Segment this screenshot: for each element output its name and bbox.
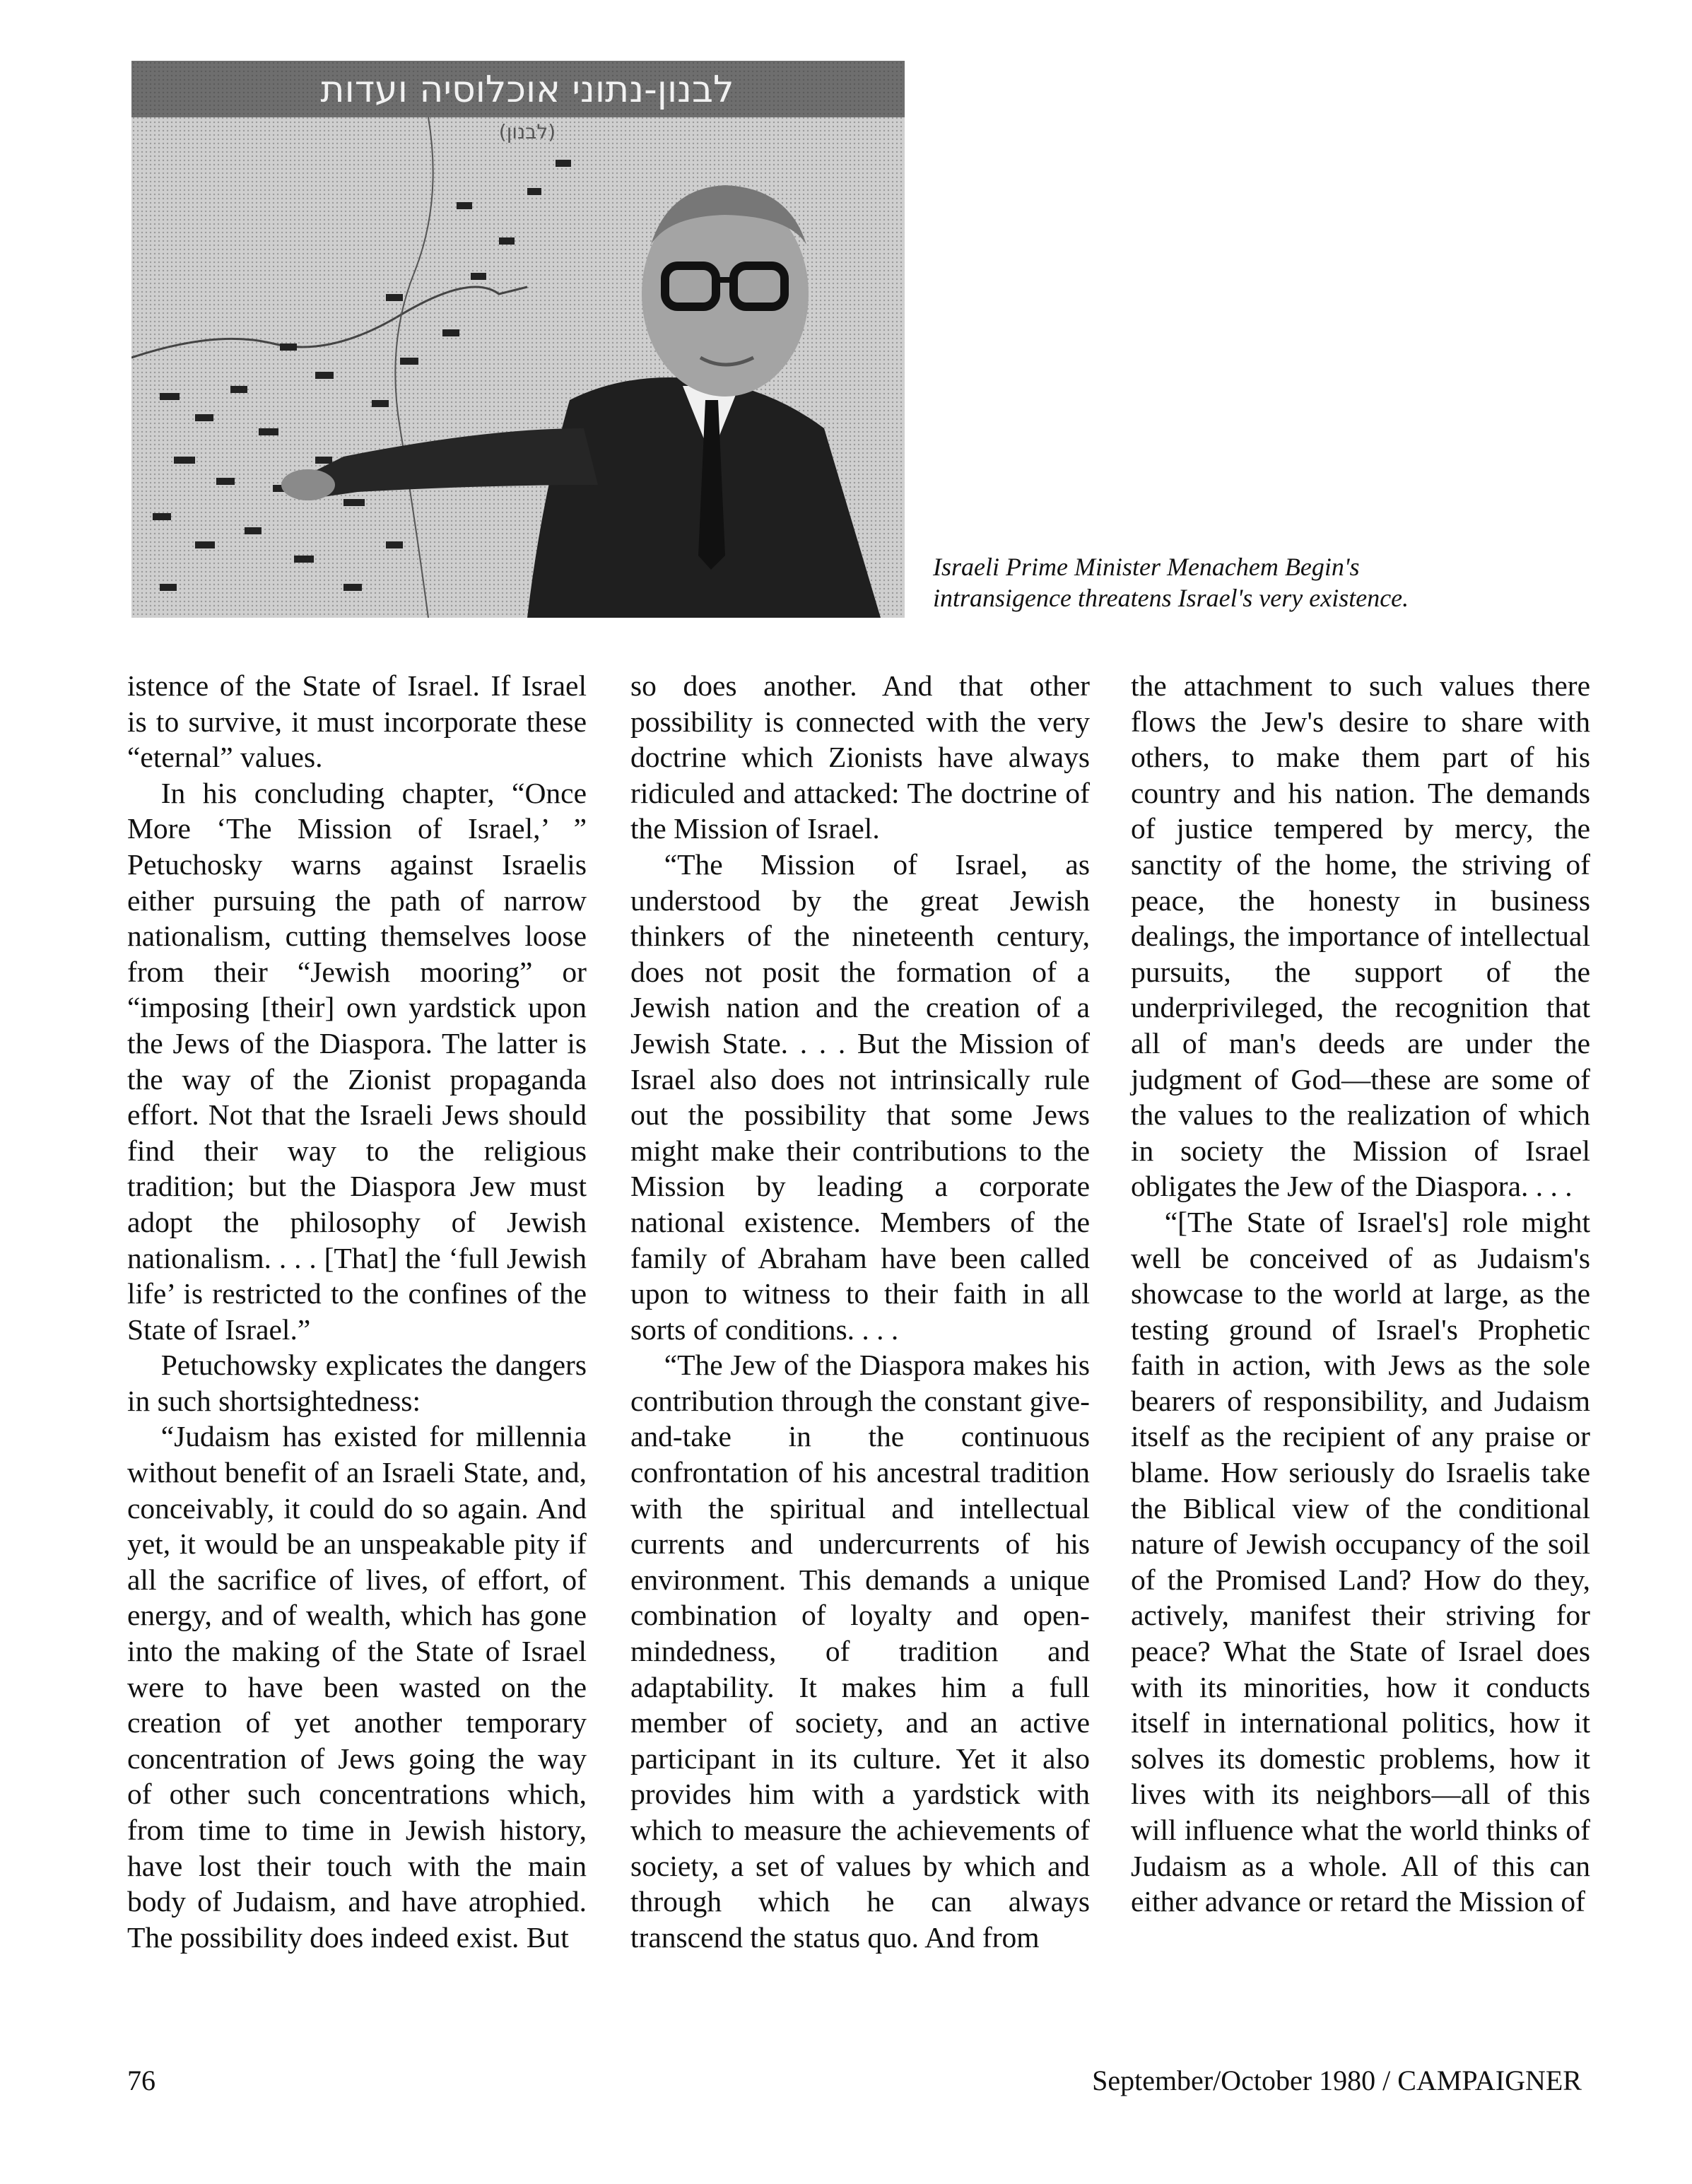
photo-of-man-pointing-at-map-icon — [131, 61, 905, 618]
paragraph: istence of the State of Israel. If Israel is to survive, it must incorporate these “eternal” values. — [127, 669, 587, 774]
text-column-2 — [630, 668, 1090, 1955]
paragraph: “The Jew of the Diaspora makes his contribution through the constant give-and-take in the continuous confrontation of his ancestral tradition with the spiritual and intellectual currents and undercurrents of his environment. This demands a unique combination of loyalty and open-mindedness, of tradition and adaptability. It makes him a full member of society, and an active participant in its culture. Yet it also provides him with a yardstick with which to measure the achievements of society, a set of values by which and through which he can always transcend the status quo. And from — [630, 1349, 1090, 1954]
paragraph: “The Mission of Israel, as understood by the great Jewish thinkers of the nineteenth century, does not posit the formation of a Jewish nation and the creation of a Jewish State. . . . But the Mission of Israel also does not intrinsically rule out the possibility that some Jews might make their contributions to the Mission by leading a corporate national existence. Members of the family of Abraham have been called upon to witness to their faith in all sorts of conditions. . . . — [630, 847, 1090, 1346]
paragraph: “Judaism has existed for millennia without benefit of an Israeli State, and, conceivably, it could do so again. And yet, it would be an unspeakable pity if all the sacrifice of lives, of effort, of energy, and of wealth, which has gone into the making of the State of Israel were to have been wasted on the creation of yet another temporary concentration of Jews going the way of other such concentrations which, from time to time in Jewish history, have lost their touch with the main body of Judaism, and have atrophied. The possibility does indeed exist. But — [127, 1420, 587, 1954]
hebrew-subheading: (לבנון) — [498, 120, 556, 143]
caption-line-2: intransigence threatens Israel's very existence. — [933, 584, 1409, 612]
paragraph: In his concluding chapter, “Once More ‘The Mission of Israel,’ ” Petuchosky warns against Israelis either pursuing the path of narrow nationalism, cutting themselves loose from their “Jewish mooring” or “imposing [their] own yardstick upon the Jews of the Diaspora. The latter is the way of the Zionist propaganda effort. Not that the Israeli Jews should find their way to the religious tradition; but the Diaspora Jew must adopt the philosophy of Jewish nationalism. . . . [That] the ‘full Jewish life’ is restricted to the confines of the State of Israel.” — [127, 776, 587, 1346]
paragraph: Petuchowsky explicates the dangers in such shortsightedness: — [127, 1349, 587, 1417]
caption-line-1: Israeli Prime Minister Menachem Begin's — [933, 553, 1360, 581]
paragraph: the attachment to such values there flows the Jew's desire to share with others, to make them part of his country and his nation. The demands of justice tempered by mercy, the sanctity of the home, the striving of peace, the honesty in business dealings, the importance of intellectual pursuits, the support of the underprivileged, the recognition that all of man's deeds are under the judgment of God—these are some of the values to the realization of which in society the Mission of Israel obligates the Jew of the Diaspora. . . . — [1131, 669, 1590, 1203]
text-column-1 — [127, 668, 587, 1955]
text-column-3 — [1131, 668, 1590, 1920]
issue-footer: September/October 1980 / CAMPAIGNER — [1092, 2065, 1582, 2096]
photo-caption — [933, 551, 1470, 613]
paragraph: “[The State of Israel's] role might well be conceived of as Judaism's showcase to the world at large, as the testing ground of Israel's Prophetic faith in action, with Jews as the sole bearers of responsibility, and Judaism itself as the recipient of any praise or blame. How seriously do Israelis take the Biblical view of the conditional nature of Jewish occupancy of the soil of the Promised Land? How do they, actively, manifest their striving for peace? What the State of Israel does with its minorities, how it conducts itself in international politics, how it solves its domestic problems, how it lives with its neighbors—all of this will influence what the world thinks of Judaism as a whole. All of this can either advance or retard the Mission of — [1131, 1205, 1590, 1918]
begin-photo — [131, 61, 905, 618]
paragraph: so does another. And that other possibility is connected with the very doctrine which Zionists have always ridiculed and attacked: The doctrine of the Mission of Israel. — [630, 669, 1090, 845]
hebrew-heading: לבנון-נתוני אוכלוסיה ועדות — [320, 69, 734, 111]
page-number: 76 — [127, 2065, 155, 2096]
